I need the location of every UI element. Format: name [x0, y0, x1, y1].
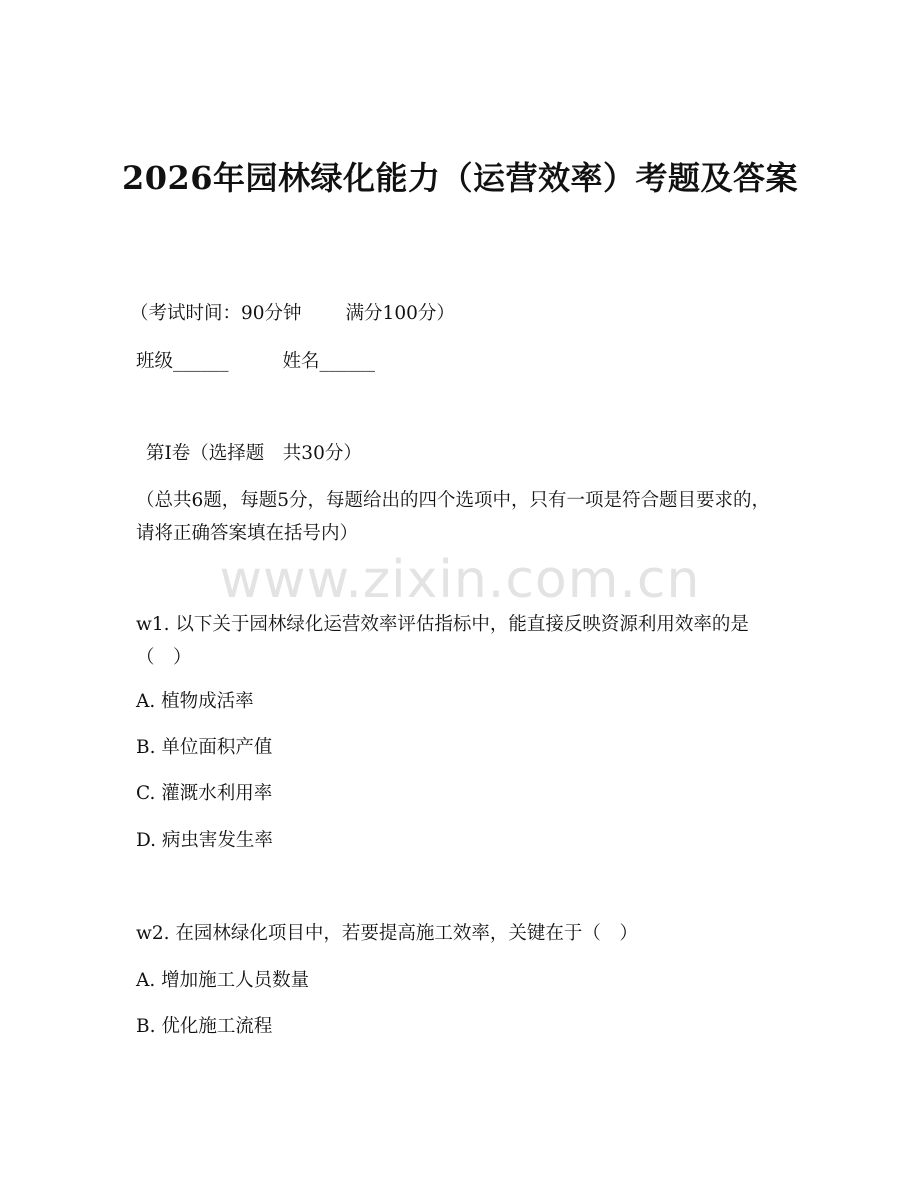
section-heading: 第Ⅰ卷（选择题 共30分）: [146, 443, 362, 464]
option-item: B. 单位面积产值: [136, 737, 273, 758]
watermark-text: www.zixin.com.cn: [219, 550, 701, 610]
option-item: A. 植物成活率: [136, 691, 254, 712]
exam-title: 2026年园林绿化能力（运营效率）考题及答案: [121, 159, 799, 197]
question-stem: w1. 以下关于园林绿化运营效率评估指标中，能直接反映资源利用效率的是（ ）: [136, 614, 749, 668]
option-item: D. 病虫害发生率: [136, 830, 273, 851]
question-stem: w2. 在园林绿化项目中，若要提高施工效率，关键在于（ ）: [136, 923, 638, 944]
exam-time: （考试时间：90分钟: [130, 303, 302, 324]
student-info: [136, 344, 375, 380]
option-item: B. 优化施工流程: [136, 1016, 273, 1037]
name-field: 姓名______: [282, 351, 376, 372]
option-item: A. 增加施工人员数量: [136, 970, 310, 991]
section-instructions: （总共6题，每题5分，每题给出的四个选项中，只有一项是符合题目要求的，请将正确答案填在括号内）: [136, 490, 771, 544]
exam-time-score: [130, 296, 455, 332]
exam-full-score: 满分100分）: [345, 303, 455, 324]
class-field: 班级______: [136, 351, 229, 372]
option-item: C. 灌溉水利用率: [136, 783, 273, 804]
